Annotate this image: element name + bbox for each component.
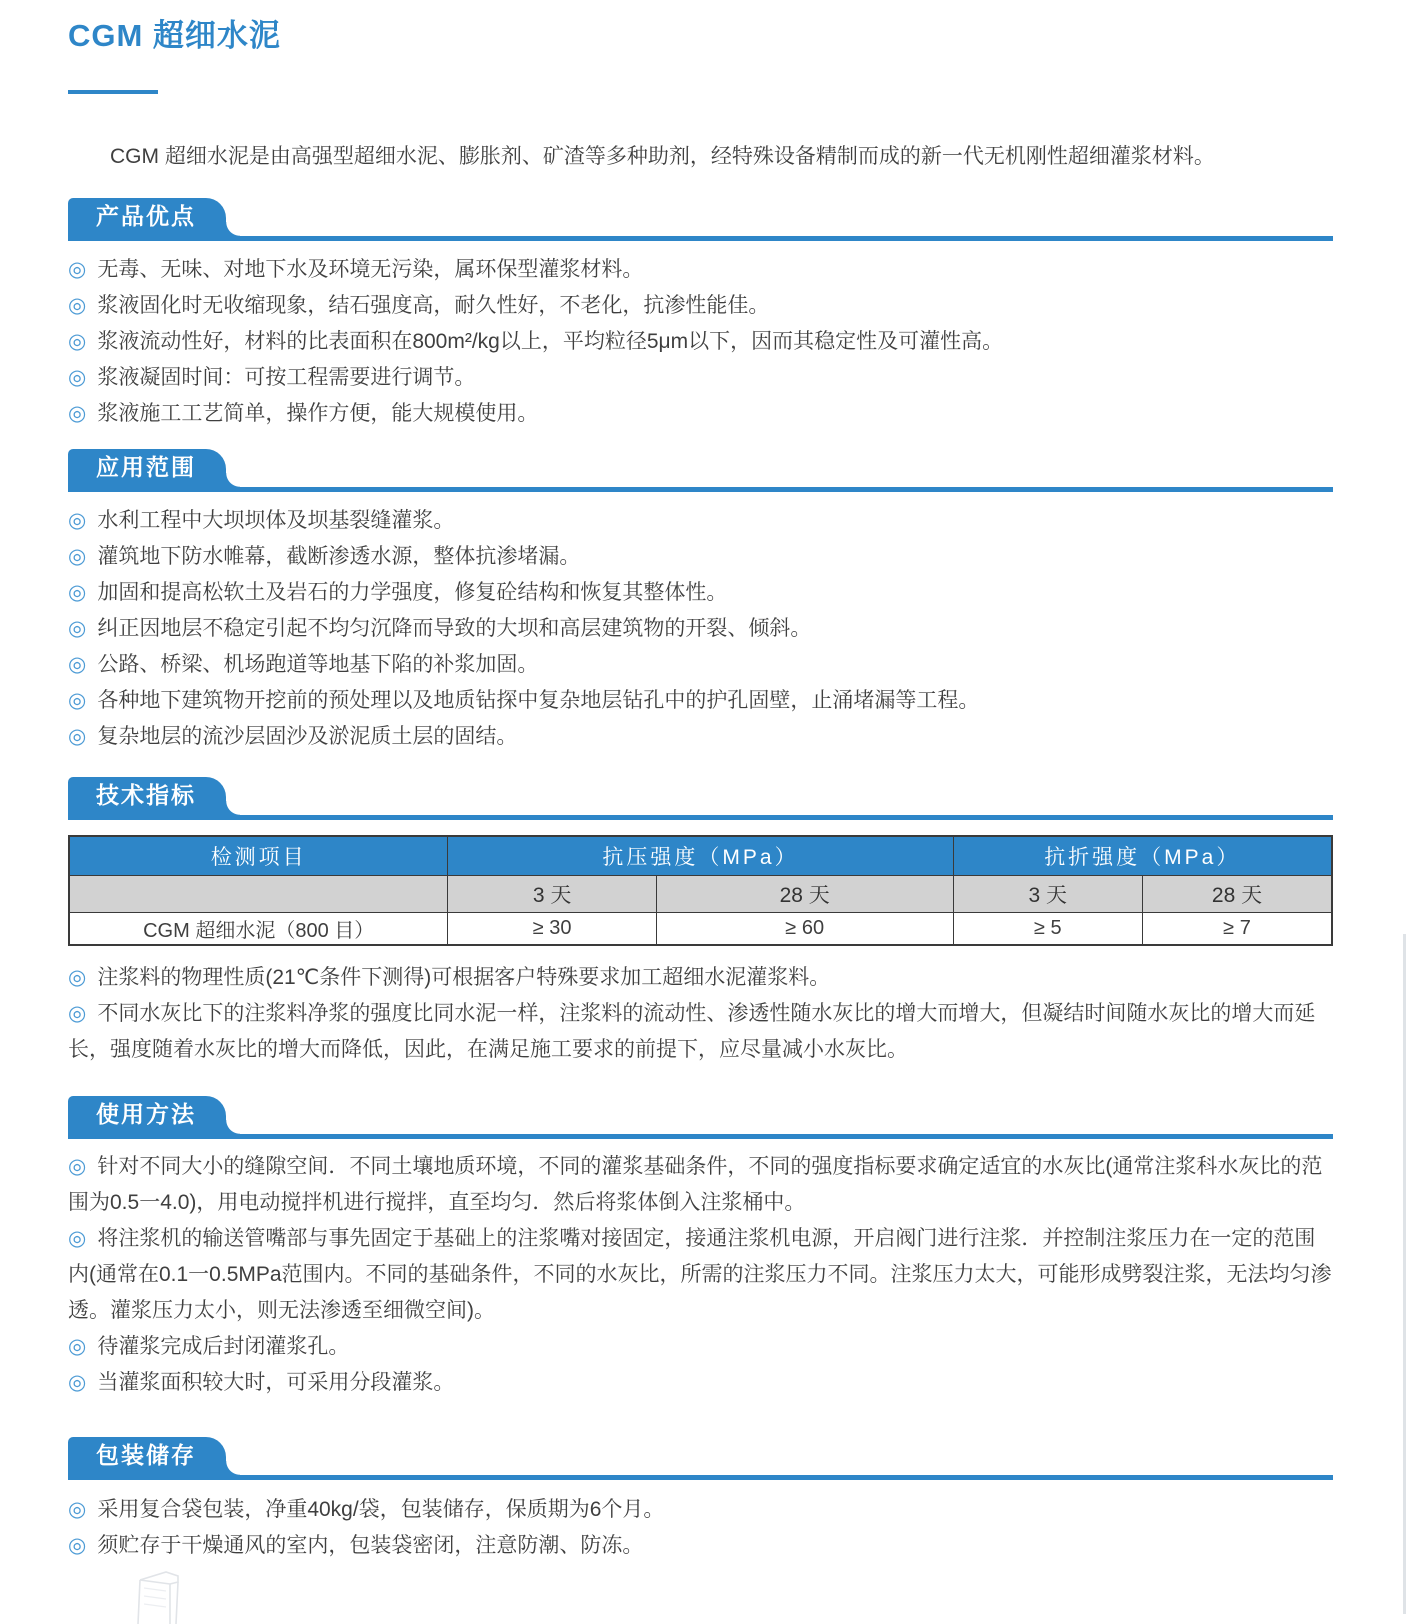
section-underline — [68, 1475, 1333, 1480]
list-item-text: 纠正因地层不稳定引起不均匀沉降而导致的大坝和高层建筑物的开裂、倾斜。 — [97, 617, 812, 640]
applications-list — [68, 503, 1333, 755]
list-item — [68, 960, 1333, 996]
list-item — [68, 611, 1333, 647]
value-cell: ≥ 60 — [656, 913, 953, 946]
section-heading: 包装储存 — [96, 1442, 196, 1468]
double-circle-bullet-icon: ◎ — [68, 1155, 87, 1178]
spec-table-data-row — [69, 913, 1332, 946]
list-item — [68, 360, 1333, 396]
section-badge — [68, 198, 226, 236]
list-item-text: 浆液流动性好，材料的比表面积在800m²/kg以上，平均粒径5μm以下，因而其稳定性及可灌性高。 — [97, 330, 1004, 353]
list-item-text: 浆液固化时无收缩现象，结石强度高，耐久性好，不老化，抗渗性能佳。 — [97, 294, 770, 317]
list-item-text: 复杂地层的流沙层固沙及淤泥质土层的固结。 — [97, 725, 518, 748]
subheader-3-days: 3 天 — [448, 876, 656, 913]
title-underline — [68, 90, 158, 94]
section-header-usage — [68, 1096, 1333, 1139]
double-circle-bullet-icon: ◎ — [68, 545, 87, 568]
section-header-advantages — [68, 198, 1333, 241]
list-item — [68, 324, 1333, 360]
intro-paragraph: CGM 超细水泥是由高强型超细水泥、膨胀剂、矿渣等多种助剂，经特殊设备精制而成的新一代无机刚性超细灌浆材料。 — [110, 145, 1215, 168]
section-header-specs — [68, 777, 1333, 820]
section-specs — [68, 777, 1333, 1068]
list-item — [68, 996, 1333, 1068]
section-heading: 技术指标 — [96, 782, 196, 808]
section-badge — [68, 449, 226, 487]
double-circle-bullet-icon: ◎ — [68, 966, 87, 989]
list-item-text: 针对不同大小的缝隙空间．不同土壤地质环境，不同的灌浆基础条件，不同的强度指标要求确定适宜的水灰比(通常注浆科水灰比的范围为0.5一4.0)，用电动搅拌机进行搅拌，直至均匀．然后将浆体倒入注浆桶中。 — [68, 1155, 1323, 1214]
double-circle-bullet-icon: ◎ — [68, 294, 87, 317]
list-item-text: 公路、桥梁、机场跑道等地基下陷的补浆加固。 — [97, 653, 539, 676]
list-item — [68, 647, 1333, 683]
list-item — [68, 503, 1333, 539]
usage-list — [68, 1149, 1333, 1401]
list-item — [68, 719, 1333, 755]
list-item — [68, 683, 1333, 719]
section-underline — [68, 236, 1333, 241]
list-item — [68, 288, 1333, 324]
col-header-flexural-strength: 抗折强度（MPa） — [953, 836, 1332, 876]
section-heading: 应用范围 — [96, 454, 196, 480]
section-underline — [68, 487, 1333, 492]
advantages-list — [68, 252, 1333, 432]
cement-bag-outline-icon — [126, 1566, 192, 1624]
double-circle-bullet-icon: ◎ — [68, 1498, 87, 1521]
double-circle-bullet-icon: ◎ — [68, 402, 87, 425]
list-item-text: 当灌浆面积较大时，可采用分段灌浆。 — [97, 1371, 455, 1394]
double-circle-bullet-icon: ◎ — [68, 1371, 87, 1394]
list-item — [68, 252, 1333, 288]
list-item-text: 待灌浆完成后封闭灌浆孔。 — [97, 1335, 350, 1358]
subheader-28-days: 28 天 — [1143, 876, 1332, 913]
section-advantages — [68, 198, 1333, 432]
double-circle-bullet-icon: ◎ — [68, 330, 87, 353]
list-item — [68, 539, 1333, 575]
section-underline — [68, 1134, 1333, 1139]
list-item — [68, 1329, 1333, 1365]
list-item — [68, 1365, 1333, 1401]
value-cell: ≥ 5 — [953, 913, 1142, 946]
double-circle-bullet-icon: ◎ — [68, 617, 87, 640]
list-item — [68, 1149, 1333, 1221]
double-circle-bullet-icon: ◎ — [68, 581, 87, 604]
value-cell: ≥ 30 — [448, 913, 656, 946]
double-circle-bullet-icon: ◎ — [68, 689, 87, 712]
double-circle-bullet-icon: ◎ — [68, 1335, 87, 1358]
double-circle-bullet-icon: ◎ — [68, 366, 87, 389]
double-circle-bullet-icon: ◎ — [68, 1002, 87, 1025]
list-item-text: 浆液凝固时间：可按工程需要进行调节。 — [97, 366, 476, 389]
double-circle-bullet-icon: ◎ — [68, 653, 87, 676]
section-heading: 使用方法 — [96, 1101, 196, 1127]
list-item — [68, 1221, 1333, 1329]
list-item-text: 浆液施工工艺简单，操作方便，能大规模使用。 — [97, 402, 539, 425]
storage-list — [68, 1492, 1333, 1564]
section-header-storage — [68, 1437, 1333, 1480]
section-storage — [68, 1437, 1333, 1564]
double-circle-bullet-icon: ◎ — [68, 1227, 87, 1250]
list-item-text: 注浆料的物理性质(21℃条件下测得)可根据客户特殊要求加工超细水泥灌浆料。 — [97, 966, 831, 989]
list-item-text: 灌筑地下防水帷幕，截断渗透水源，整体抗渗堵漏。 — [97, 545, 581, 568]
section-heading: 产品优点 — [96, 203, 196, 229]
double-circle-bullet-icon: ◎ — [68, 509, 87, 532]
spec-table — [68, 835, 1333, 946]
list-item-text: 采用复合袋包装，净重40kg/袋，包装储存，保质期为6个月。 — [97, 1498, 665, 1521]
list-item — [68, 575, 1333, 611]
list-item — [68, 1492, 1333, 1528]
list-item-text: 将注浆机的输送管嘴部与事先固定于基础上的注浆嘴对接固定，接通注浆机电源，开启阀门进行注浆．并控制注浆压力在一定的范围内(通常在0.1一0.5MPa范围内。不同的基础条件，不同的水灰比，所需的注浆压力不同。注浆压力太大，可能形成劈裂注浆，无法均匀渗透。灌浆压力太小，则无法渗透至细微空间)。 — [68, 1227, 1332, 1322]
spec-table-subheader-row — [69, 876, 1332, 913]
list-item-text: 须贮存于干燥通风的室内，包装袋密闭，注意防潮、防冻。 — [97, 1534, 644, 1557]
list-item-text: 不同水灰比下的注浆料净浆的强度比同水泥一样，注浆料的流动性、渗透性随水灰比的增大而增大，但凝结时间随水灰比的增大而延长，强度随着水灰比的增大而降低，因此，在满足施工要求的前提下，应尽量减小水灰比。 — [68, 1002, 1316, 1061]
section-badge — [68, 1096, 226, 1134]
list-item-text: 水利工程中大坝坝体及坝基裂缝灌浆。 — [97, 509, 455, 532]
list-item — [68, 396, 1333, 432]
section-underline — [68, 815, 1333, 820]
subheader-3-days: 3 天 — [953, 876, 1142, 913]
section-badge — [68, 777, 226, 815]
list-item-text: 各种地下建筑物开挖前的预处理以及地质钻探中复杂地层钻孔中的护孔固壁，止涌堵漏等工程。 — [97, 689, 980, 712]
section-badge — [68, 1437, 226, 1475]
spec-table-header-row — [69, 836, 1332, 876]
section-applications — [68, 449, 1333, 755]
specs-notes — [68, 960, 1333, 1068]
col-header-test-item: 检测项目 — [69, 836, 448, 876]
subheader-empty-cell — [69, 876, 448, 913]
product-sheet — [0, 14, 1406, 1564]
double-circle-bullet-icon: ◎ — [68, 725, 87, 748]
section-header-applications — [68, 449, 1333, 492]
list-item-text: 无毒、无味、对地下水及环境无污染，属环保型灌浆材料。 — [97, 258, 644, 281]
value-cell: ≥ 7 — [1143, 913, 1332, 946]
subheader-28-days: 28 天 — [656, 876, 953, 913]
page-title: CGM 超细水泥 — [68, 18, 281, 53]
double-circle-bullet-icon: ◎ — [68, 258, 87, 281]
list-item-text: 加固和提高松软土及岩石的力学强度，修复砼结构和恢复其整体性。 — [97, 581, 728, 604]
list-item — [68, 1528, 1333, 1564]
col-header-compressive-strength: 抗压强度（MPa） — [448, 836, 953, 876]
section-usage — [68, 1096, 1333, 1401]
product-name-cell: CGM 超细水泥（800 目） — [69, 913, 448, 946]
double-circle-bullet-icon: ◎ — [68, 1534, 87, 1557]
